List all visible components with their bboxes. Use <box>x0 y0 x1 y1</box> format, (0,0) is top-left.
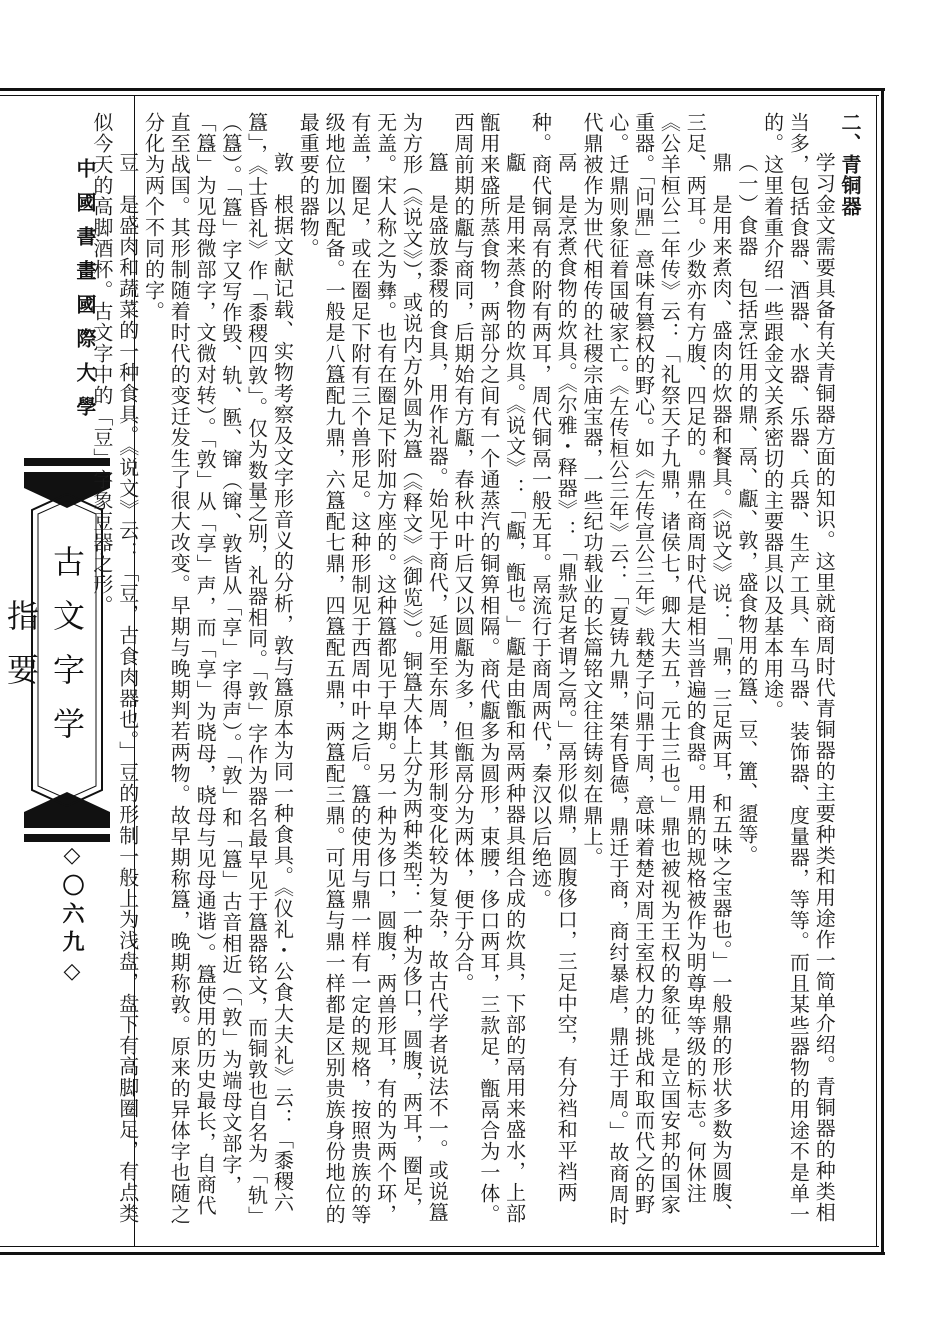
frame-bottom-inner-border <box>0 1246 879 1247</box>
main-text-body <box>89 112 862 1234</box>
paragraph-li: 鬲 是烹煮食物的炊具。《尔雅・释器》：「鼎款足者谓之鬲。」鬲形似鼎，圆腹侈口，三足中空，有分裆和平裆两种。商代铜鬲有的附有两耳，周代铜鬲一般无耳。鬲流行于商周两代，秦汉以后绝迹。 <box>528 112 579 1203</box>
frame-right-border <box>881 88 884 1255</box>
paragraph-dui: 敦 根据文献记载、实物考察及文字形音义的分析，敦与簋原本为同一种食具。《仪礼・公食大夫礼》云：「黍稷六簋」，《士昏礼》作「黍稷四敦」。仅为数量之别，礼器相同。「敦」字作为器名最早见于簋器铭文，而铜敦也自名为「轨」（簋）。「簋」字又写作毁、轨、匦、镩（镩、敦皆从「享」字得声）。「敦」和「簋」古音相近（「敦」为端母文部字，「簋」为见母微部字，文微对转）。「敦」从「享」声，而「享」为晓母，晓母与见母通谐）。簋使用的历史最长，自商代直至战国。其形制随着时代的变迁发生了很大改变。早期与晚期判若两物。故早期称簋，晚期称敦。原来的异体字也随之分化为两个不同的字。 <box>141 112 295 1227</box>
paragraph-dou: 豆 是盛肉和蔬菜的一种食具。《说文》云：「豆，古食肉器也。」豆的形制一般上为浅盘，盘下有高脚圈足，有点类似今天的高脚酒杯。古文字中的「豆」字象豆器之形。 <box>89 112 140 1224</box>
publisher-name: 中國書畫國際大學 <box>73 158 97 430</box>
frame-top-inner-border <box>0 95 879 96</box>
paragraph-ding: 鼎 是用来煮肉、盛肉的炊器和餐具。《说文》说：「鼎，三足两耳，和五味之宝器也。」一般鼎的形状多数为圆腹、三足、两耳。少数亦有方腹、四足的。鼎在商周时代是相当普遍的食器。用鼎的规格被作为明尊卑等级的标志。何休注《公羊桓公二年传》云：「礼祭天子九鼎，诸侯七，卿大夫五，元士三也。」鼎也被视为王权的象征，是立国安邦的国家重器。「问鼎」意味有篡权的野心。如《左传宣公三年》载楚子问鼎于周，意味着楚对周王室权力的挑战和取而代之的野心。迁鼎则象征着国破家亡。《左传桓公三年》云：「夏铸九鼎，桀有昏德，鼎迁于商，商纣暴虐，鼎迁于周。」故商周时代鼎被作为世代相传的社稷宗庙宝器，一些纪功载业的长篇铭文往往铸刻在鼎上。 <box>580 112 734 1226</box>
section-title: 二、青铜器 <box>838 112 862 217</box>
paragraph-food-vessels: （一）食器 包括烹饪用的鼎、鬲、甗、敦，盛食物用的簋、豆、簠、盨等。 <box>734 152 759 866</box>
paragraph-gui: 簋 是盛放黍稷的食具，用作礼器。始见于商代，延用至东周，其形制变化较为复杂，故古代学者说法不一。或说簋为方形（《说文》），或说内方外圆为簋（《释文》《御览》）。铜簋大体上分为两种类型：一种为侈口，圆腹，两耳，圈足，无盖。宋人称之为彝。也有在圈足下附加方座的。这种簋都见于早期。另一种为侈口，圆腹，两兽形耳，有的为两个环，有盖，圈足，或在圈足下附有三个兽形足。这种形制见于西周中叶之后。簋的使用与鼎一样有一定的规格，按照贵族的等级地位加以配备。一般是八簋配九鼎，六簋配七鼎，四簋配五鼎，两簋配三鼎。可见簋与鼎一样都是区别贵族身份地位的最重要的器物。 <box>296 112 450 1225</box>
frame-right-inner-border <box>876 95 877 1247</box>
page-number: ◇〇六九◇ <box>59 842 85 990</box>
paragraph-yan: 甗 是用来蒸食物的炊具。《说文》：「甗，甑也。」甗是由甑和鬲两种器具组合成的炊具，下部的鬲用来盛水，上部甑用来盛所蒸食物，两部分之间有一个通蒸汽的铜箅相隔。商代甗多为圆形，束腰，侈口两耳，三款足，甑鬲合为一体。西周前期的甗与商同，后期始有方甗，春秋中叶后又以圆甗为多，但甑鬲分为两体，便于分合。 <box>451 112 527 1225</box>
frame-top-border <box>0 88 885 91</box>
book-title: 古文字学指要 <box>2 545 86 761</box>
frame-bottom-border <box>0 1252 885 1255</box>
paragraph-intro: 学习金文需要具备有关青铜器方面的知识。这里就商周时代青铜器的主要种类和用途作一简单介绍。青铜器的种类相当多，包括食器、酒器、水器、乐器、兵器、生产工具、车马器、装饰器、度量器，等等。而且某些器物的用途不是单一的。这里着重介绍一些跟金文关系密切的主要器具以及基本用途。 <box>760 112 837 1225</box>
